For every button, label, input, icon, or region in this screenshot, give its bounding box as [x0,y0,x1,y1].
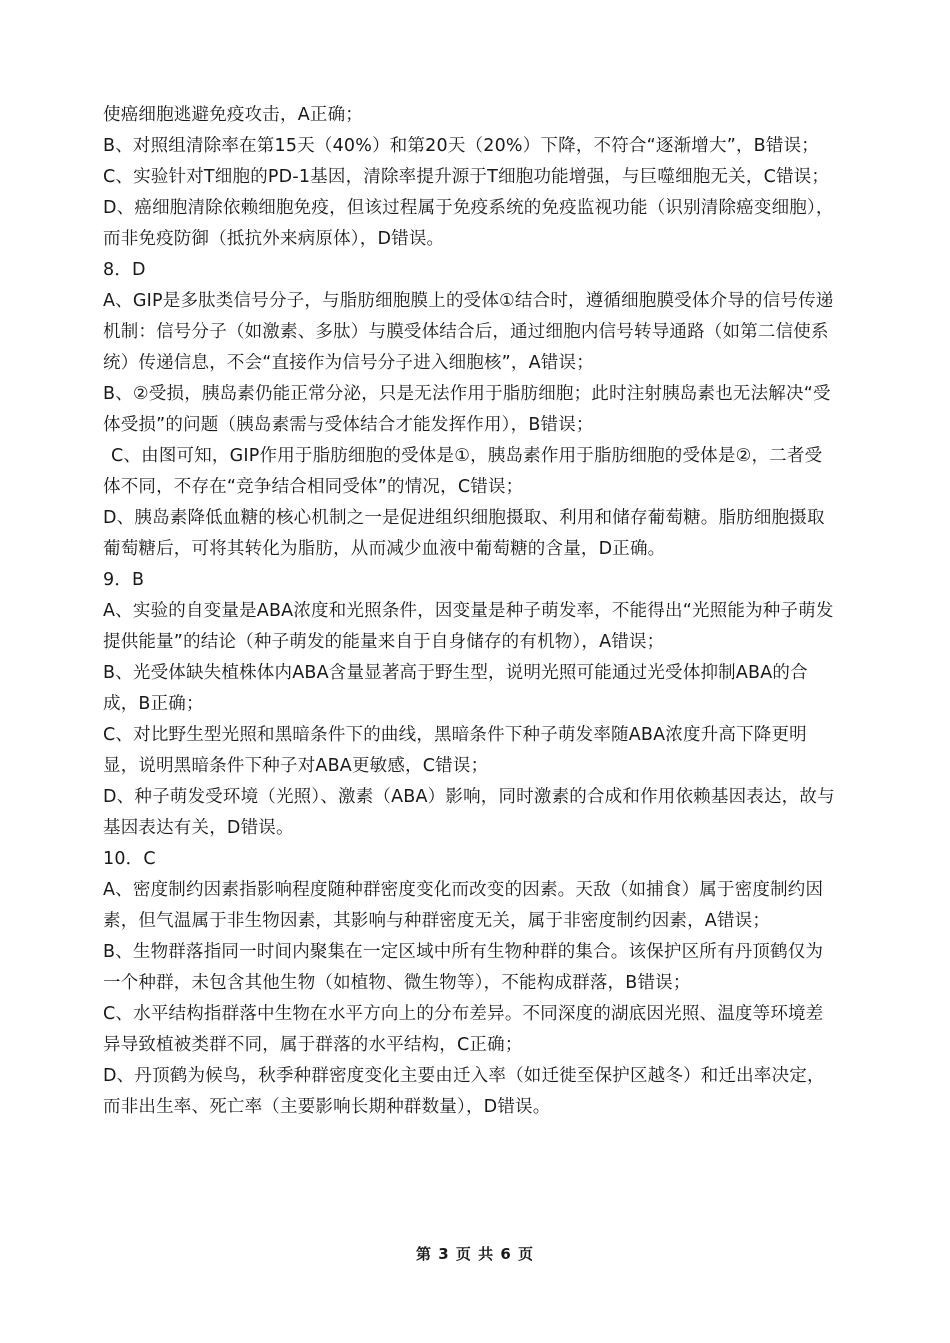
paragraph-7a-continuation: 使癌细胞逃避免疫攻击，A正确； [103,105,363,125]
paragraph-10a: A、密度制约因素指影响程度随种群密度变化而改变的因素。天敌（如捕食）属于密度制约因素，但气温属于非生物因素，其影响与种群密度无关，属于非密度制约因素，A错误； [103,880,824,931]
paragraph-7d: D、癌细胞清除依赖细胞免疫，但该过程属于免疫系统的免疫监视功能（识别清除癌变细胞），而非免疫防御（抵抗外来病原体），D错误。 [103,198,834,249]
answer-heading-9: 9．B [103,570,145,590]
paragraph-9c: C、对比野生型光照和黑暗条件下的曲线，黑暗条件下种子萌发率随ABA浓度升高下降更明显，说明黑暗条件下种子对ABA更敏感，C错误； [103,725,807,776]
answer-heading-10: 10．C [103,849,156,869]
paragraph-8d: D、胰岛素降低血糖的核心机制之一是促进组织细胞摄取、利用和储存葡萄糖。脂肪细胞摄取葡萄糖后，可将其转化为脂肪，从而减少血液中葡萄糖的含量，D正确。 [103,508,825,559]
paragraph-10d: D、丹顶鹤为候鸟，秋季种群密度变化主要由迁入率（如迁徙至保护区越冬）和迁出率决定，而非出生率、死亡率（主要影响长期种群数量），D错误。 [103,1066,825,1117]
paragraph-8b: B、②受损，胰岛素仍能正常分泌，只是无法作用于脂肪细胞；此时注射胰岛素也无法解决“受体受损”的问题（胰岛素需与受体结合才能发挥作用），B错误； [103,384,831,435]
paragraph-7b: B、对照组清除率在第15天（40%）和第20天（20%）下降，不符合“逐渐增大”，B错误； [103,136,819,156]
answer-heading-8: 8．D [103,260,146,280]
paragraph-7c: C、实验针对T细胞的PD-1基因，清除率提升源于T细胞功能增强，与巨噬细胞无关，C错误； [103,167,830,187]
paragraph-8a: A、GIP是多肽类信号分子，与脂肪细胞膜上的受体①结合时，遵循细胞膜受体介导的信号传递机制：信号分子（如激素、多肽）与膜受体结合后，通过细胞内信号转导通路（如第二信使系统）传递信息，不会“直接作为信号分子进入细胞核”，A错误； [103,291,834,373]
document-body [103,100,838,1123]
paragraph-10c: C、水平结构指群落中生物在水平方向上的分布差异。不同深度的湖底因光照、温度等环境差异导致植被类群不同，属于群落的水平结构，C正确； [103,1004,824,1055]
page-number-footer: 第 3 页 共 6 页 [416,1245,534,1263]
paragraph-9b: B、光受体缺失植株体内ABA含量显著高于野生型，说明光照可能通过光受体抑制ABA的合成，B正确； [103,663,808,714]
paragraph-10b: B、生物群落指同一时间内聚集在一定区域中所有生物种群的集合。该保护区所有丹顶鹤仅为一个种群，未包含其他生物（如植物、微生物等），不能构成群落，B错误； [103,942,824,993]
paragraph-8c: C、由图可知，GIP作用于脂肪细胞的受体是①，胰岛素作用于脂肪细胞的受体是②，二者受体不同，不存在“竞争结合相同受体”的情况，C错误； [103,446,823,497]
paragraph-9a: A、实验的自变量是ABA浓度和光照条件，因变量是种子萌发率，不能得出“光照能为种子萌发提供能量”的结论（种子萌发的能量来自于自身储存的有机物），A错误； [103,601,834,652]
paragraph-9d: D、种子萌发受环境（光照）、激素（ABA）影响，同时激素的合成和作用依赖基因表达，故与基因表达有关，D错误。 [103,787,835,838]
